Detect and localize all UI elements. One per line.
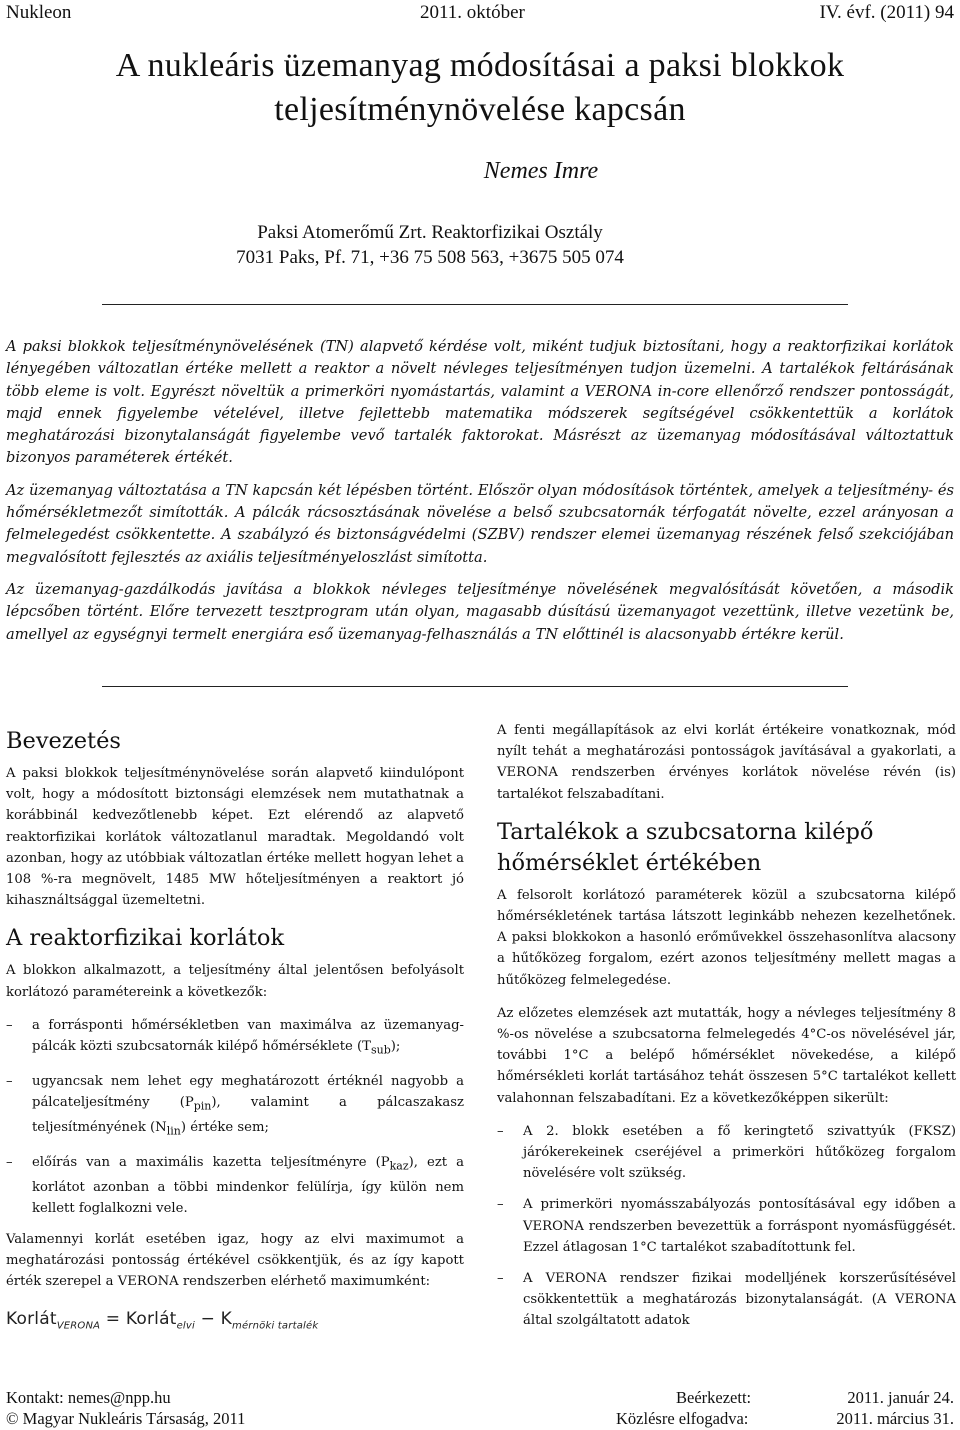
accepted-date: 2011. március 31.: [836, 1409, 954, 1428]
section-heading-reserves: Tartalékok a szubcsatorna kilépő hőmérséklet értékében: [497, 818, 874, 876]
volume-page: IV. évf. (2011) 94: [819, 2, 954, 23]
formula: Korlát$_{VERONA}$ = Korlát$_{elvi}$ − $K_{mérnöki tartalék}$: [6, 1308, 319, 1332]
limits-intro: A blokkon alkalmazott, a teljesítmény által jelentősen befolyásolt korlátozó paramétereink a következők:: [6, 963, 464, 1000]
abstract: [6, 336, 954, 656]
list-item: – A primerköri nyomásszabályozás pontosításával egy időben a VERONA rendszerben bevezettük a forráspont nyomásfüggését. Ezzel átlagosan 1°C tartalékot szabadítottunk fel.: [497, 1194, 956, 1258]
affiliation-line-1: Paksi Atomerőmű Zrt. Reaktorfizikai Osztály: [257, 222, 603, 243]
list-item: – A VERONA rendszer fizikai modelljének korszerűsítésével csökkentettük a meghatározás bizonytalanságát. (A VERONA által szolgáltatott adatok: [497, 1268, 956, 1332]
left-column: [6, 726, 464, 1336]
right-paragraph-1: A fenti megállapítások az elvi korlát értékeire vonatkoznak, mód nyílt tehát a meghatározási pontosságok javításával a gyakorlati, a VERONA rendszerben érvényes korlátok növelése révén (is) tartalékot felszabadítani.: [497, 723, 956, 802]
right-column: [497, 720, 956, 1342]
title-line-1: A nukleáris üzemanyag módosításai a paksi blokkok: [115, 47, 845, 84]
list-item: – ugyancsak nem lehet egy meghatározott értéknél nagyobb a pálcateljesítmény $(P_{pin})$, valamint a pálcaszakasz teljesítményének $(N_{lin})$ értéke sem;: [6, 1071, 464, 1142]
copyright: © Magyar Nukleáris Társaság, 2011: [6, 1409, 246, 1428]
intro-paragraph: A paksi blokkok teljesítménynövelése során alapvető kiindulópont volt, hogy a módosított biztonsági elemzések nem mutathatnak a korábbinál kedvezőtlenebb képet. Ezt elérendő az alapvető reaktorfizikai korlátok változatlanul maradtak. Megoldandó volt azonban, hogy az utóbbiak változatlan értéke mellett hogyan lehet a 108 %-ra megnövelt, 1485 MW hőteljesítményen a reaktort jó kihasználtsággal üzemeltetni.: [6, 766, 464, 909]
article-title: [0, 44, 960, 132]
limits-closing: Valamennyi korlát esetében igaz, hogy az elvi maximumot a meghatározási pontosság értékével csökkentjük, és az így kapott érték szerepel a VERONA rendszerben elérhető maximumként:: [6, 1232, 464, 1290]
author-name: Nemes Imre: [483, 158, 599, 184]
accepted-label: Közlésre elfogadva:: [616, 1409, 749, 1428]
running-header: [6, 0, 954, 26]
divider-top: [102, 304, 848, 305]
list-item: – a forrásponti hőmérsékletben van maximálva az üzemanyag-pálcák közti szubcsatornák kilépő hőmérséklete $(T_{sub})$;: [6, 1015, 464, 1061]
journal-name: Nukleon: [6, 2, 72, 23]
issue-date: 2011. október: [420, 2, 525, 23]
contact-email: Kontakt: nemes@npp.hu: [6, 1388, 171, 1407]
affiliation: [0, 220, 860, 270]
received-label: Beérkezett:: [676, 1388, 752, 1407]
received-date: 2011. január 24.: [847, 1388, 954, 1407]
right-paragraph-2: A felsorolt korlátozó paraméterek közül a szubcsatorna kilépő hőmérsékletének tartása látszott leginkább nehezen kezelhetőnek. A paksi blokkokon a hasonló erőművekkel összehasonlítva alacsony a hűtőközeg forgalom, ezért azonos teljesítmény mellett magas a hűtőközeg felmelegedése.: [497, 887, 956, 988]
list-item: – előírás van a maximális kazetta teljesítményre $(P_{kaz})$, ezt a korlátot azonban a többi mindenkor felülírja, így külön nem kellett foglalkozni vele.: [6, 1152, 464, 1219]
divider-bottom: [102, 686, 848, 687]
reserves-list: [497, 1121, 956, 1332]
title-line-2: teljesítménynövelése kapcsán: [274, 91, 686, 128]
section-heading-limits: A reaktorfizikai korlátok: [6, 925, 285, 952]
section-heading-intro: Bevezetés: [6, 728, 121, 754]
abstract-paragraph-3: Az üzemanyag-gazdálkodás javítása a blokkok névleges teljesítménye növelésének megvalósítását követően, a második lépcsőben történt. Előre tervezett tesztprogram után olyan, magasabb dúsítású üzemanyagot vezettünk, illetve vezetünk be, amellyel az egységnyi termelt energiára eső üzemanyag-felhasználás a TN előttinél is alacsonyabb értékre kerül.: [6, 580, 954, 643]
abstract-paragraph-1: A paksi blokkok teljesítménynövelésének (TN) alapvető kérdése volt, miként tudjuk biztosítani, hogy a reaktorfizikai korlátok lényegében változatlan értéke mellett a reaktor a növelt névleges teljesítményen tudjon üzemelni. A tartalékok feltárásának több eleme is volt. Egyrészt növeltük a primerköri nyomástartás, valamint a VERONA in-core ellenőrző rendszer pontosságát, majd ennek figyelembe vételével, illetve fejlettebb matematika módszerek segítségével csökkentettük a korlátok meghatározási bizonytalanságát figyelembe vevő tartalék faktorokat. Másrészt az üzemanyag módosításával változtattuk bizonyos paraméterek értékét.: [6, 338, 954, 467]
limits-list: [6, 1015, 464, 1219]
affiliation-line-2: 7031 Paks, Pf. 71, +36 75 508 563, +3675 505 074: [236, 247, 624, 268]
abstract-paragraph-2: Az üzemanyag változtatása a TN kapcsán két lépésben történt. Először olyan módosítások történtek, amelyek a teljesítmény- és hőmérsékletmezőt simították. A pálcák rácsosztásának növelése a belső szubcsatornák térfogatát növelte, ezzel arányosan a felmelegedést csökkentette. A szabályzó és biztonságvédelmi (SZBV) rendszer elemei üzemanyag részének felső szekciójában megvalósított fejlesztés az axiális teljesítményeloszlást simította.: [6, 481, 954, 566]
list-item: – A 2. blokk esetében a fő keringtető szivattyúk (FKSZ) járókerekeinek cseréjével a primerköri hűtőközeg forgalom növelésére volt szükség.: [497, 1121, 956, 1185]
right-paragraph-3: Az előzetes elemzések azt mutatták, hogy a névleges teljesítmény 8 %-os növelése a szubcsatorna felmelegedés 4°C-os növelésével jár, további 1°C a belépő hőmérséklet növekedése, a kilépő hőmérsékleti korlát tartásához tehát összesen 5°C tartalékot kellett valahonnan felszabadítani. Ez a következőképpen sikerült:: [497, 1005, 956, 1106]
